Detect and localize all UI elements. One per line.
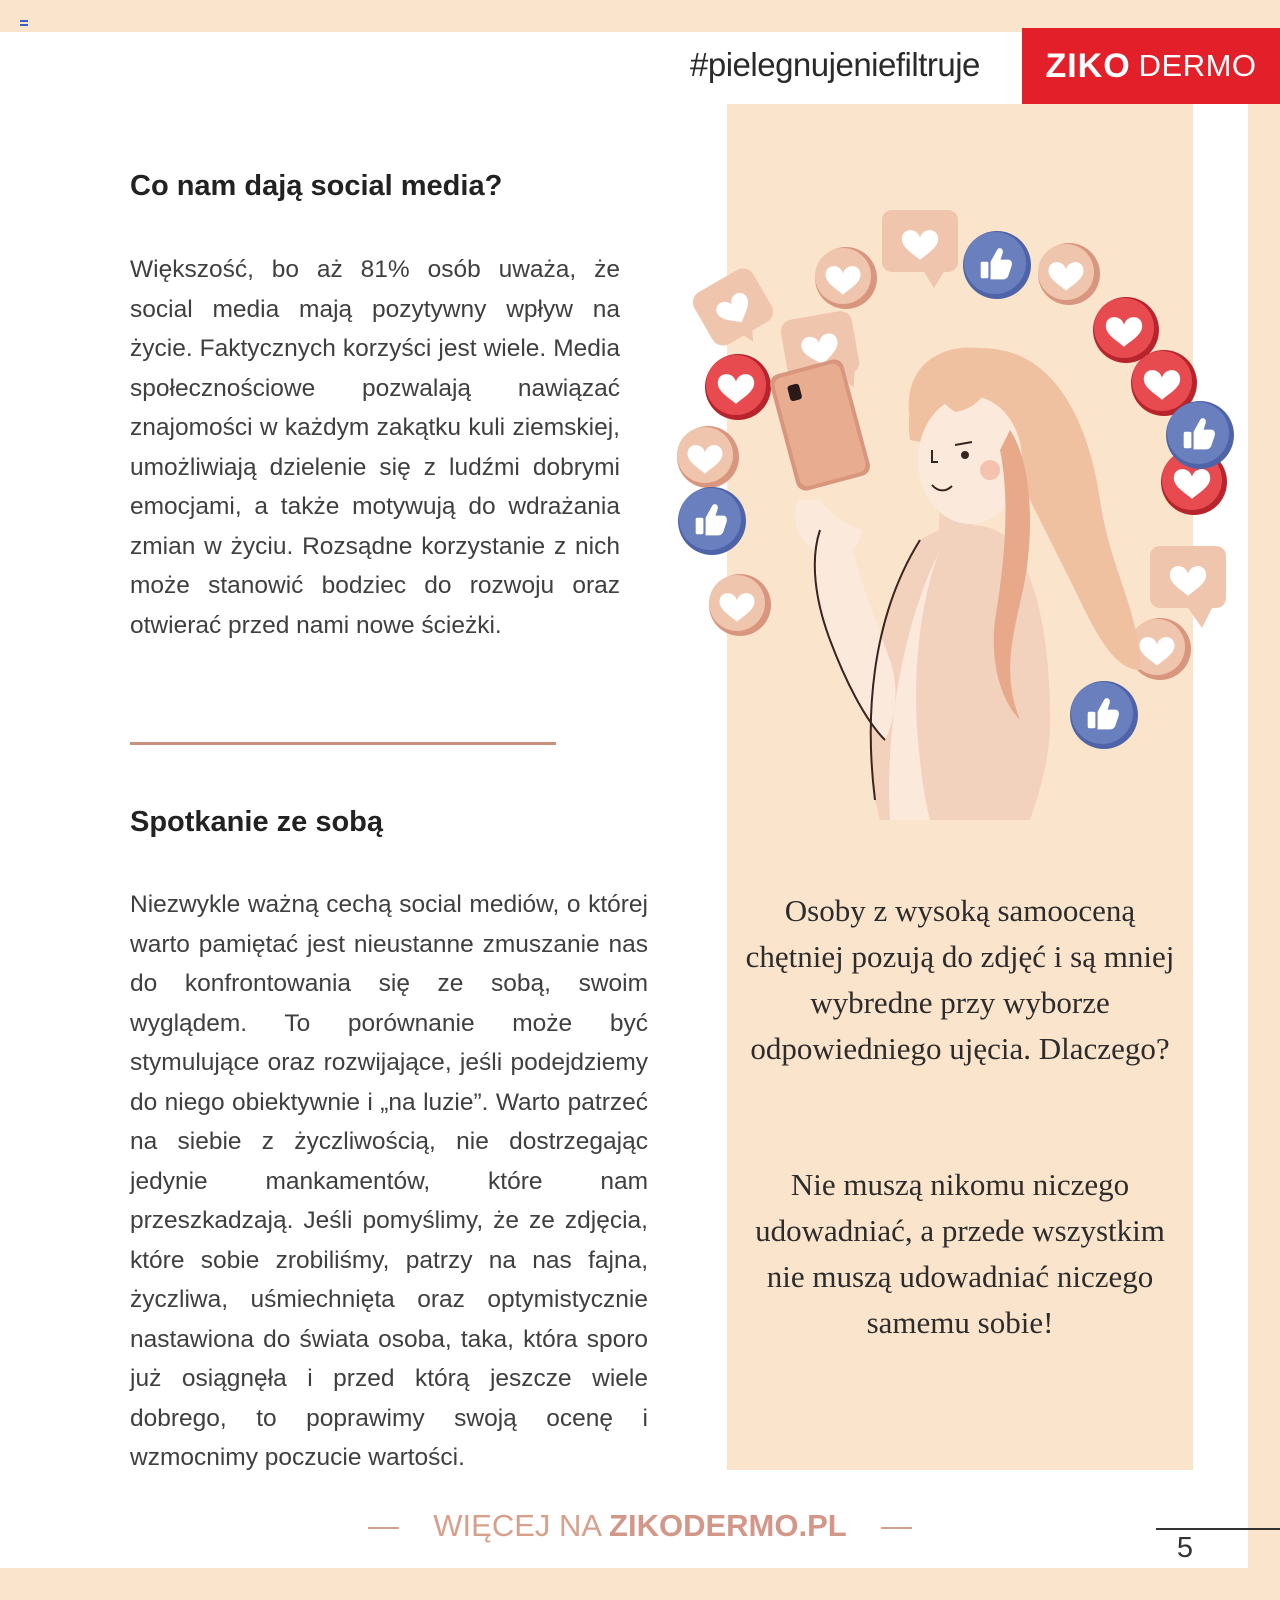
section-body-social-media: Większość, bo aż 81% osób uważa, że social media mają pozytywny wpływ na życie. Faktycznych korzyści jest wiele. Media społecznościowe pozwalają nawiązać znajomości w każdym zakątku kuli ziemskiej, umożliwiają dzielenie się z ludźmi dobrymi emocjami, a także motywują do wdrażania zmian w życiu. Rozsądne korzystanie z nich może stanowić bodziec do rozwoju oraz otwierać przed nami nowe ścieżki. [130, 256, 620, 639]
ziko-dermo-logo [1022, 28, 1280, 104]
heart-circle-icon [1038, 243, 1100, 305]
thumbs-up-icon [678, 487, 746, 555]
heart-bubble-icon [1150, 546, 1226, 628]
quote-question: Osoby z wysoką samooceną chętniej pozują do zdjęć i są mniej wybredne przy wyborze odpowiedniego ujęcia. Dlaczego? [745, 893, 1175, 1066]
heart-bubble-icon [689, 264, 783, 359]
menu-icon[interactable] [20, 20, 28, 26]
quote-answer: Nie muszą nikomu niczego udowadniać, a przede wszystkim nie muszą udowadniać niczego samemu sobie! [755, 1167, 1165, 1340]
heart-circle-icon [1093, 297, 1159, 363]
footer-dash-right: — [881, 1508, 913, 1543]
woman-figure [768, 348, 1140, 820]
heart-circle-icon [815, 247, 877, 309]
hashtag: #pielegnujeniefiltruje [690, 46, 980, 83]
page-number: 5 [1176, 1532, 1194, 1564]
footer-dash-left: — [367, 1508, 399, 1543]
heart-circle-icon [705, 354, 771, 420]
footer-site[interactable]: ZIKODERMO.PL [609, 1508, 847, 1543]
bottom-strip [0, 1568, 1280, 1600]
thumbs-up-icon [1070, 681, 1138, 749]
heart-bubble-icon [882, 210, 958, 288]
thumbs-up-icon [1166, 401, 1234, 469]
smartphone-icon [768, 357, 872, 493]
heart-circle-icon [709, 574, 771, 636]
right-edge-strip [1248, 32, 1280, 1568]
section-body-self-meeting: Niezwykle ważną cechą social mediów, o której warto pamiętać jest nieustanne zmuszanie nas do konfrontowania się ze sobą, swoim wyglądem. To porównanie może być stymulujące oraz rozwijające, jeśli podejdziemy do niego obiektywnie i „na luzie”. Warto patrzeć na siebie z życzliwością, nie dostrzegając jedynie mankamentów, które nam przeszkadzają. Jeśli pomyślimy, że ze zdjęcia, które sobie zrobiliśmy, patrzy na nas fajna, życzliwa, uśmiechnięta oraz optymistycznie nastawiona do świata osoba, taka, która sporo już osiągnęła i przed którą jeszcze wiele dobrego, to poprawimy swoją ocenę i wzmocnimy poczucie wartości. [130, 891, 648, 1471]
selfie-illustration [670, 200, 1250, 820]
thumbs-up-icon [963, 231, 1031, 299]
heart-circle-icon [677, 426, 739, 488]
logo-sub: DERMO [1138, 48, 1257, 83]
section-title-self-meeting: Spotkanie ze sobą [130, 806, 384, 838]
page-number-rule [1156, 1528, 1280, 1530]
footer-prefix: WIĘCEJ NA [433, 1508, 601, 1543]
logo-brand: ZIKO [1045, 46, 1131, 85]
section-title-social-media: Co nam dają social media? [130, 170, 503, 202]
footer-link[interactable] [360, 1508, 920, 1544]
section-divider [130, 742, 556, 745]
